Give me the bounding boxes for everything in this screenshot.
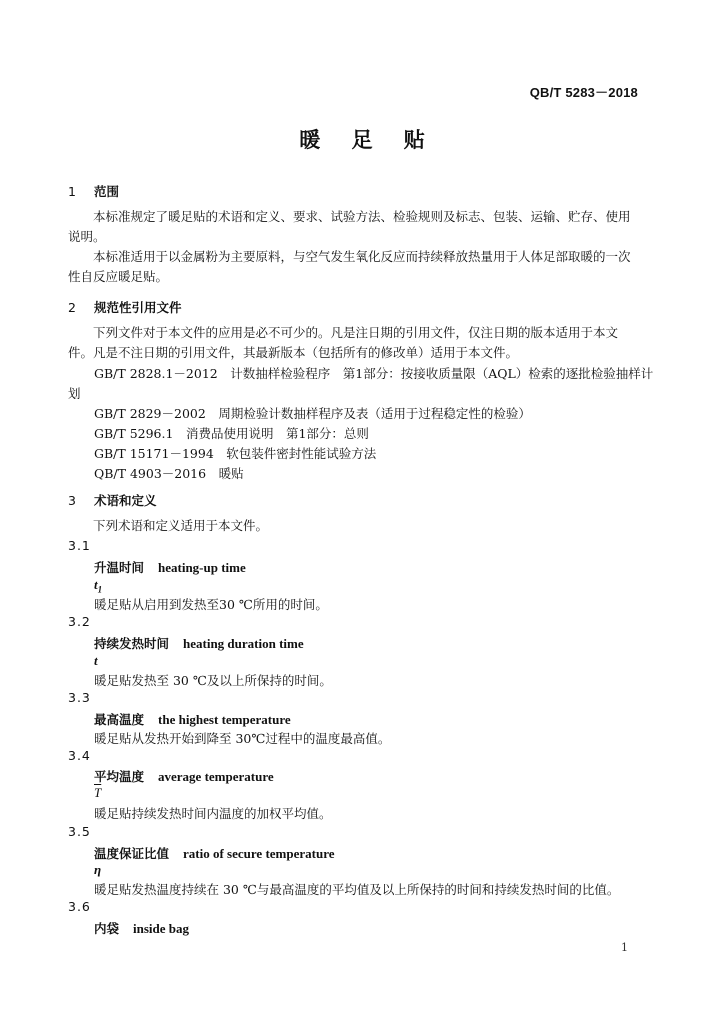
term-number: 3.3: [68, 690, 91, 705]
term-heading: [94, 558, 246, 576]
term-definition: 暖足贴发热至 30 ℃及以上所保持的时间。: [94, 673, 332, 688]
term-cn: 内袋: [94, 921, 120, 936]
section-1-heading: [68, 182, 119, 200]
reference-item: [94, 364, 653, 382]
term-cn: 温度保证比值: [94, 846, 170, 861]
section-1-paragraph-2: 本标准适用于以金属粉为主要原料，与空气发生氧化反应而持续释放热量用于人体足部取暖的一次性自反应暖足贴。: [68, 249, 631, 284]
section-title: 范围: [94, 184, 120, 199]
term-symbol: t: [94, 653, 98, 668]
term-definition: 暖足贴从发热开始到降至 30℃过程中的温度最高值。: [94, 731, 391, 746]
term-symbol: $t_1$: [94, 577, 103, 595]
section-number: 3: [68, 493, 76, 508]
term-heading: [94, 767, 274, 785]
section-2-heading: [68, 298, 182, 316]
reference-code: GB/T 2829－2002: [94, 406, 206, 421]
term-definition: 暖足贴发热温度持续在 30 ℃与最高温度的平均值及以上所保持的时间和持续发热时间的比值。: [94, 882, 620, 897]
page-number: 1: [621, 941, 628, 954]
reference-code: QB/T 4903－2016: [94, 466, 207, 481]
reference-title: 消费品使用说明 第1部分：总则: [185, 426, 369, 441]
reference-item: [94, 444, 376, 462]
section-3-heading: [68, 491, 157, 509]
term-heading: [94, 919, 189, 937]
term-number: 3.1: [68, 538, 91, 553]
term-en: average temperature: [158, 769, 274, 784]
reference-code: GB/T 2828.1－2012: [94, 366, 218, 381]
term-cn: 最高温度: [94, 712, 145, 727]
section-number: 1: [68, 184, 76, 199]
standard-code: QB/T 5283－2018: [529, 85, 638, 100]
section-title: 术语和定义: [94, 493, 157, 508]
term-heading: [94, 710, 291, 728]
section-2-paragraph-1: 下列文件对于本文件的应用是必不可少的。凡是注日期的引用文件，仅注日期的版本适用于本文件。凡是不注日期的引用文件，其最新版本（包括所有的修改单）适用于本文件。: [68, 325, 619, 360]
section-3-intro: 下列术语和定义适用于本文件。: [93, 518, 269, 533]
term-en: heating duration time: [183, 636, 304, 651]
term-en: heating-up time: [158, 560, 246, 575]
term-symbol: $\overline{T}$: [94, 785, 102, 800]
term-number: 3.2: [68, 614, 91, 629]
term-heading: [94, 634, 304, 652]
reference-item: [94, 464, 244, 482]
term-definition: 暖足贴从启用到发热至30 ℃所用的时间。: [94, 597, 328, 612]
term-number: 3.4: [68, 748, 91, 763]
document-title: 暖 足 贴: [299, 127, 437, 152]
term-en: the highest temperature: [158, 712, 291, 727]
reference-title-continued: 划: [68, 386, 81, 401]
term-number: 3.5: [68, 824, 91, 839]
reference-item: [94, 424, 369, 442]
reference-title: 周期检验计数抽样程序及表（适用于过程稳定性的检验）: [218, 406, 531, 421]
reference-code: GB/T 5296.1: [94, 426, 174, 441]
term-heading: [94, 844, 335, 862]
reference-title: 计数抽样检验程序 第1部分：按接收质量限（AQL）检索的逐批检验抽样计: [230, 366, 654, 381]
term-cn: 持续发热时间: [94, 636, 170, 651]
term-number: 3.6: [68, 899, 91, 914]
reference-item: [94, 404, 531, 422]
reference-title: 暖贴: [218, 466, 244, 481]
term-cn: 升温时间: [94, 560, 145, 575]
term-en: inside bag: [133, 921, 190, 936]
reference-title: 软包装件密封性能试验方法: [226, 446, 377, 461]
reference-code: GB/T 15171－1994: [94, 446, 214, 461]
section-number: 2: [68, 300, 76, 315]
term-cn: 平均温度: [94, 769, 145, 784]
section-title: 规范性引用文件: [94, 300, 182, 315]
term-definition: 暖足贴持续发热时间内温度的加权平均值。: [94, 806, 332, 821]
section-1-paragraph-1: 本标准规定了暖足贴的术语和定义、要求、试验方法、检验规则及标志、包装、运输、贮存、使用说明。: [68, 209, 631, 244]
term-en: ratio of secure temperature: [183, 846, 335, 861]
term-symbol: η: [94, 862, 102, 877]
